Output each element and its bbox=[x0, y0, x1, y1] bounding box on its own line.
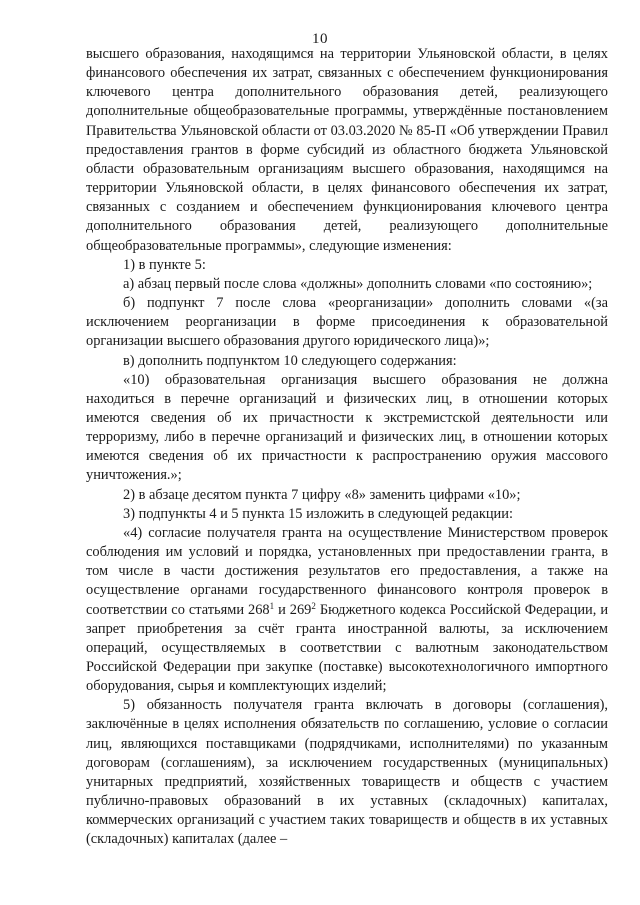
paragraph-subitem-5: 5) обязанность получателя гранта включать в договоры (соглашения), заключённые в целях исполнения обязательств по соглашению, условие о согласии лиц, являющихся поставщиками (подрядчиками, исполнителями) по указанным договорам (соглашениям), за исключением государственных (муниципальных) унитарных предприятий, хозяйственных товариществ и обществ с участием публично-правовых образований в их уставных (складочных) капиталах, коммерческих организаций с участием таких товариществ и обществ в их уставных (складочных) капиталах (далее – bbox=[86, 697, 608, 848]
paragraph-item-1: 1) в пункте 5: bbox=[123, 256, 206, 273]
article-268-superscript: 1 bbox=[269, 600, 275, 611]
document-body bbox=[86, 45, 608, 850]
paragraph-item-1a: а) абзац первый после слова «должны» дополнить словами «по состоянию»; bbox=[123, 275, 593, 292]
paragraph-item-1v: в) дополнить подпунктом 10 следующего содержания: bbox=[123, 352, 457, 369]
paragraph-subitem-10: «10) образовательная организация высшего образования не должна находиться в перечне организаций и физических лиц, в отношении которых имеются сведения об их причастности к экстремистской деятельности или терроризму, либо в перечне организаций и физических лиц, в отношении которых имеются сведения об их причастности к распространению оружия массового уничтожения.»; bbox=[86, 371, 608, 484]
paragraph-item-1b: б) подпункт 7 после слова «реорганизации» дополнить словами «(за исключением реорганизации в форме присоединения к образовательной организации высшего образования другого юридического лица)»; bbox=[86, 295, 608, 350]
paragraph-intro: высшего образования, находящимся на территории Ульяновской области, в целях финансового обеспечения их затрат, связанных с обеспечением функционирования ключевого центра дополнительного образования детей, реализующего дополнительные общеобразовательные программы, утверждённые постановлением Правительства Ульяновской области от 03.03.2020 № 85-П «Об утверждении Правил предоставления грантов в форме субсидий из областного бюджета Ульяновской области образовательным организациям высшего образования, находящимся на территории Ульяновской области, в целях финансового обеспечения их затрат, связанных с созданием и обеспечением функционирования ключевого центра дополнительного образования детей, реализующего дополнительные общеобразовательные программы», следующие изменения: bbox=[86, 46, 608, 254]
subitem-4-text-end: Бюджетного кодекса Российской Федерации, и запрет приобретения за счёт гранта иностранной валюты, за исключением операций, осуществляемых в соответствии с валютным законодательством Российской Федерации при закупке (поставке) высокотехнологичного импортного оборудования, сырья и комплектующих изделий; bbox=[86, 601, 609, 695]
subitem-4-text-start: «4) согласие получателя гранта на осуществление Министерством проверок соблюдения им условий и порядка, установленных при предоставлении гранта, в том числе в части достижения результатов его предоставления, а также на осуществление органами государственного финансового контроля проверок в соответствии со статьями 268 bbox=[86, 524, 608, 618]
paragraph-item-2: 2) в абзаце десятом пункта 7 цифру «8» заменить цифрами «10»; bbox=[123, 486, 521, 503]
subitem-4-text-middle: и 269 bbox=[274, 601, 312, 618]
page-number: 10 bbox=[312, 31, 328, 47]
article-269-superscript: 2 bbox=[311, 600, 316, 611]
paragraph-subitem-4 bbox=[86, 524, 608, 696]
paragraph-item-3: 3) подпункты 4 и 5 пункта 15 изложить в следующей редакции: bbox=[123, 505, 513, 522]
